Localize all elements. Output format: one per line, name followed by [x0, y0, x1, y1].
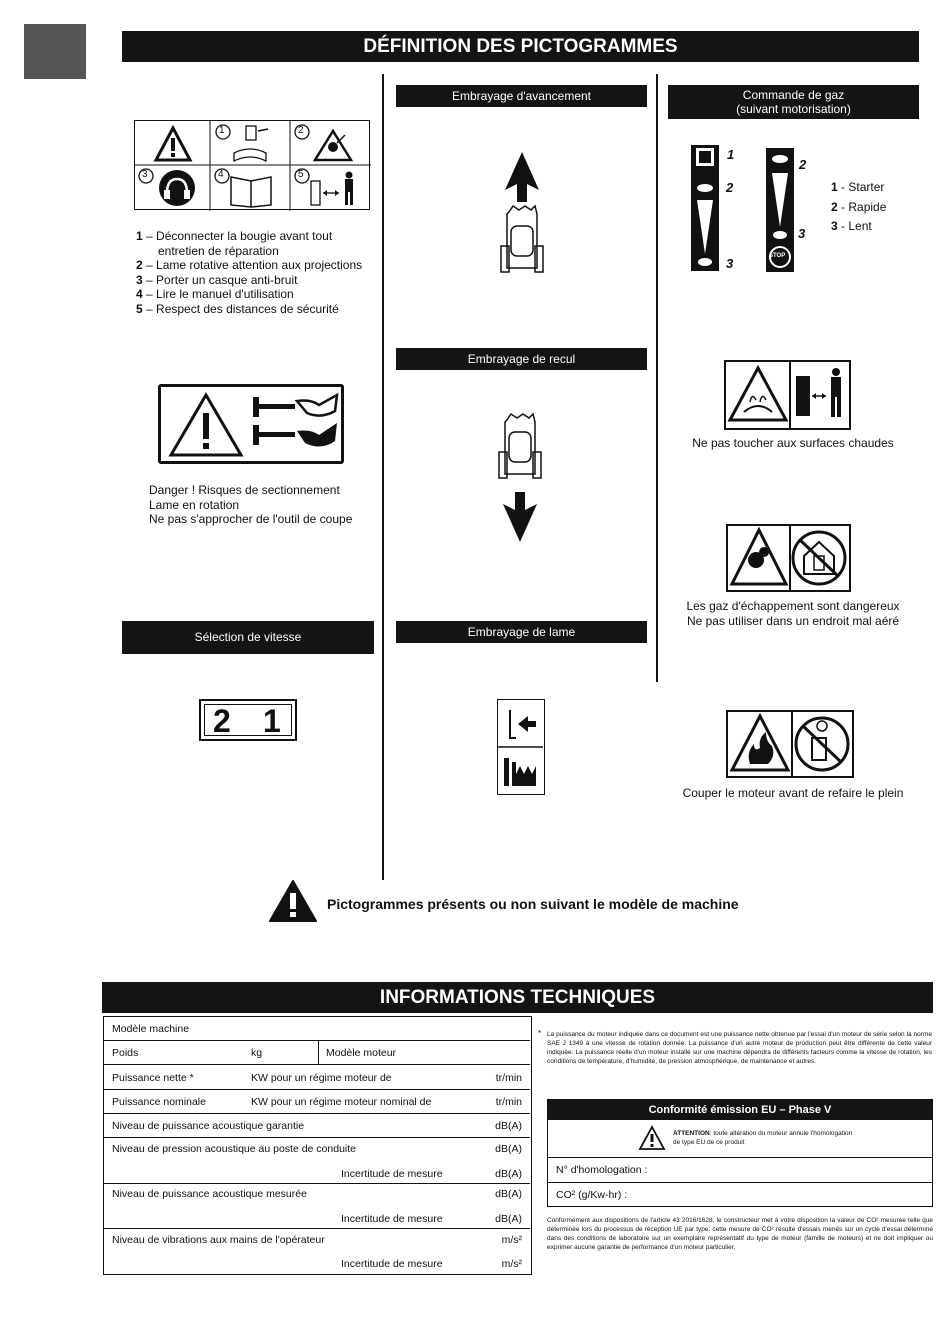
hot-surface-text: Ne pas toucher aux surfaces chaudes [692, 436, 894, 450]
tech-spec-table [103, 1016, 532, 1275]
vibration-label: Niveau de vibrations aux mains de l'opérateur [112, 1234, 325, 1246]
safety-distance-icon [293, 167, 369, 209]
hot-surface-pictogram [724, 360, 851, 430]
co2-label: CO² (g/Kw-hr) : [556, 1189, 628, 1201]
exhaust-pictogram [726, 524, 851, 592]
exhaust-text [668, 599, 918, 628]
legend-item: 1 – Déconnecter la bougie avant tout [136, 229, 333, 243]
danger-line: Danger ! Risques de sectionnement [149, 483, 340, 497]
sound-power-label: Niveau de puissance acoustique garantie [112, 1120, 305, 1132]
vibration-uncertainty-unit: m/s² [501, 1258, 522, 1270]
emission-box [547, 1099, 933, 1207]
exhaust-line: Les gaz d'échappement sont dangereux [686, 599, 900, 613]
model-label: Modèle machine [112, 1023, 190, 1035]
blade-hand-icon [251, 391, 341, 459]
warning-triangle-icon [167, 391, 245, 459]
throttle-legend-item: 2 - Rapide [831, 199, 887, 214]
read-manual-icon [213, 167, 289, 209]
throttle-gauge-icon [690, 144, 720, 272]
power-footnote: La puissance du moteur indiquée dans ce document est une puissance nette obtenue par l'essai d'un moteur de série selon la norme SAE J 1349 à une vitesse de rotation donnée. La puissance d'un autre moteur de production peut être différente de cette valeur indiquée. La puissance réelle d'un moteur installé sur une machine dépendra de différents facteurs comme la vitesse de rotation, les conditions de température, d'humidité, de pression atmosphérique, de maintenance et autres. [547, 1031, 932, 1065]
sound-power-unit: dB(A) [495, 1120, 522, 1132]
speed-selector-box [199, 699, 297, 741]
safety-icon-grid [134, 120, 370, 210]
column-divider-left [382, 74, 384, 880]
emission-title: Conformité émission EU – Phase V [548, 1100, 932, 1120]
cutting-danger-text [149, 483, 379, 527]
icon-number-4: 4 [218, 169, 224, 180]
throttle-num-1: 1 [727, 147, 735, 162]
throttle-legend [831, 178, 911, 237]
danger-line: Lame en rotation [149, 497, 240, 512]
sound-pressure-label: Niveau de pression acoustique au poste de conduite [112, 1143, 357, 1155]
throttle-title-line2: (suivant motorisation) [736, 102, 851, 116]
weight-label: Poids [112, 1047, 139, 1059]
icon-number-2: 2 [298, 125, 304, 136]
blade-engage-icon [498, 700, 543, 793]
icon-number-1: 1 [219, 125, 225, 136]
nominal-power-label: Puissance nominale [112, 1096, 206, 1108]
column-divider-right [656, 74, 658, 682]
forward-clutch-icon [497, 150, 547, 276]
vibration-unit: m/s² [501, 1234, 522, 1246]
attention-text: ATTENTION: toute altération du moteur annule l'homologation de type EU de ce produit [673, 1130, 853, 1146]
speed-2-label: 2 [213, 703, 231, 739]
nominal-power-rpm: tr/min [495, 1096, 522, 1108]
attention-triangle-icon [638, 1125, 666, 1151]
throttle-title-line1: Commande de gaz [742, 88, 845, 102]
warning-triangle-icon [268, 879, 318, 923]
sound-pressure-uncertainty-unit: dB(A) [495, 1168, 522, 1180]
sound-pressure-uncertainty: Incertitude de mesure [341, 1168, 443, 1180]
exhaust-line: Ne pas utiliser dans un endroit mal aéré [686, 613, 900, 628]
forward-clutch-title: Embrayage d'avancement [396, 85, 647, 107]
reverse-clutch-icon [495, 412, 545, 544]
tech-info-title: INFORMATIONS TECHNIQUES [102, 982, 933, 1013]
co2-note: Conformément aux dispositions de l'article 43 2016/1628, le constructeur met à votre disposition la valeur de CO² mesurée telle que déterminée lors du processus de réception UE par type: cette mesure de CO² résulte d'essais menés sur un cycle d'essai déterminé dans des conditions de laboratoire sur un exemplaire représentatif du type de moteur (famille de moteurs) et ne doit impliquer ou exprimer aucune garantie de performance d'un moteur particulier. [547, 1217, 933, 1251]
speed-1-label: 1 [263, 703, 281, 739]
legend-item: 3 – Porter un casque anti-bruit [136, 272, 298, 287]
legend-item: 5 – Respect des distances de sécurité [136, 301, 339, 316]
sound-pressure-unit: dB(A) [495, 1143, 522, 1155]
stop-label: STOP [769, 253, 786, 259]
legend-item: 4 – Lire le manuel d'utilisation [136, 287, 294, 301]
danger-line: Ne pas s'approcher de l'outil de coupe [149, 512, 353, 526]
homologation-label: N° d'homologation : [556, 1164, 648, 1176]
footnote-star: * [538, 1029, 542, 1038]
throttle-legend-item: 1 - Starter [831, 180, 885, 194]
net-power-text: KW pour un régime moteur de [251, 1072, 392, 1084]
page-title: DÉFINITION DES PICTOGRAMMES [122, 31, 919, 62]
cutting-danger-pictogram [158, 384, 344, 464]
throttle2-num-2: 2 [799, 157, 807, 172]
blade-clutch-title: Embrayage de lame [396, 621, 647, 643]
model-notice: Pictogrammes présents ou non suivant le modèle de machine [327, 896, 739, 912]
throttle-num-3: 3 [726, 256, 734, 271]
projection-warning-icon [293, 123, 367, 163]
refuel-pictogram [726, 710, 854, 778]
measured-power-label: Niveau de puissance acoustique mesurée [112, 1188, 307, 1200]
safety-legend [136, 229, 381, 316]
throttle-title [668, 85, 919, 119]
throttle-num-2: 2 [726, 180, 734, 195]
throttle-legend-item: 3 - Lent [831, 219, 872, 233]
icon-number-3: 3 [142, 169, 148, 180]
reverse-clutch-title: Embrayage de recul [396, 348, 647, 370]
speed-selection-title: Sélection de vitesse [122, 621, 374, 654]
blade-clutch-icon-box [497, 699, 545, 795]
legend-item: entretien de réparation [158, 243, 279, 258]
vibration-uncertainty: Incertitude de mesure [341, 1258, 443, 1270]
nominal-power-text: KW pour un régime moteur nominal de [251, 1096, 432, 1108]
corner-marker [24, 24, 86, 79]
weight-unit: kg [251, 1047, 263, 1059]
icon-number-5: 5 [298, 169, 304, 180]
legend-item: 2 – Lame rotative attention aux projections [136, 258, 363, 272]
net-power-rpm: tr/min [495, 1072, 522, 1084]
net-power-label: Puissance nette * [112, 1072, 194, 1084]
measured-power-unit: dB(A) [495, 1188, 522, 1200]
warning-triangle-icon [153, 125, 193, 163]
measured-power-uncertainty-unit: dB(A) [495, 1213, 522, 1225]
engine-model-label: Modèle moteur [326, 1047, 397, 1059]
throttle2-num-3: 3 [798, 226, 806, 241]
measured-power-uncertainty: Incertitude de mesure [341, 1213, 443, 1225]
refuel-text: Couper le moteur avant de refaire le plein [682, 786, 904, 800]
